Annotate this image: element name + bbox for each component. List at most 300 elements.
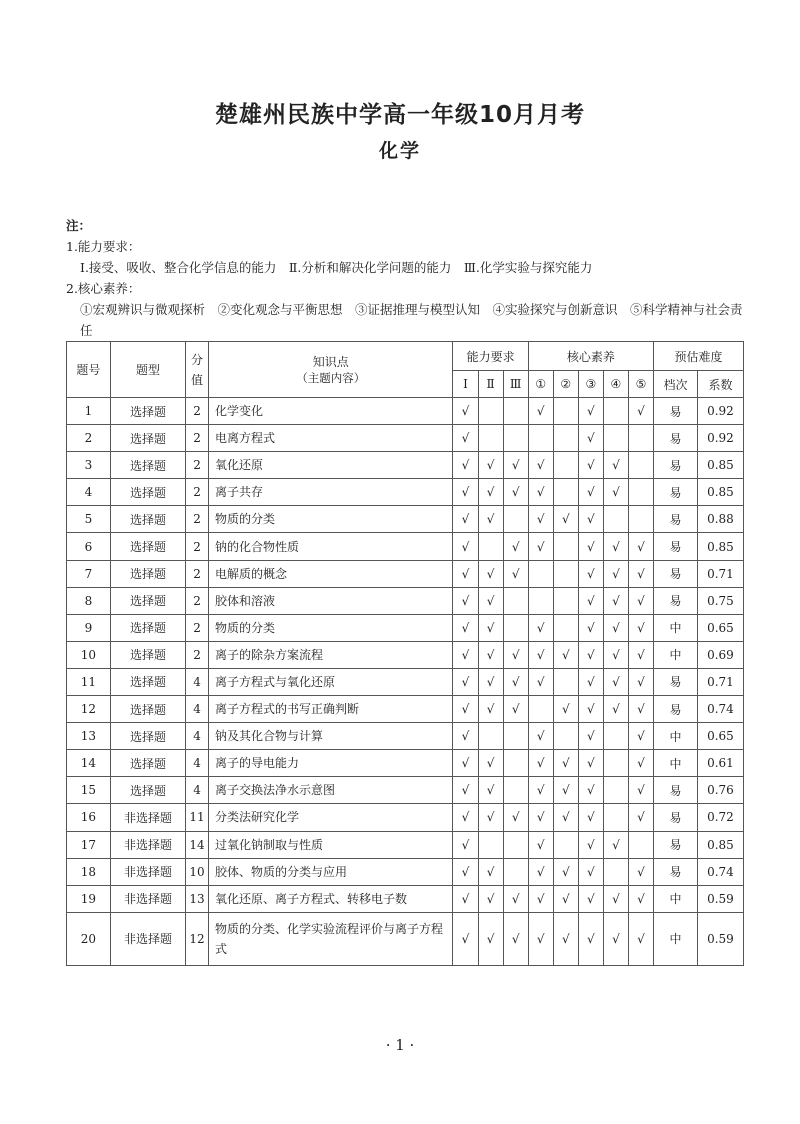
cell-ability-mark: √ [453, 506, 478, 533]
cell-core-mark [603, 858, 628, 885]
cell-core-mark: √ [578, 831, 603, 858]
cell-ability-mark: √ [478, 668, 503, 695]
cell-num: 1 [67, 398, 111, 425]
cell-ability-mark [478, 398, 503, 425]
cell-ability-mark: √ [453, 831, 478, 858]
cell-ability-mark: √ [503, 804, 528, 831]
cell-ability-mark [503, 858, 528, 885]
cell-core-mark [553, 560, 578, 587]
cell-ability-mark [503, 831, 528, 858]
cell-ability-mark [503, 398, 528, 425]
cell-ability-mark: √ [478, 885, 503, 912]
cell-core-mark: √ [628, 750, 653, 777]
cell-core-mark: √ [628, 885, 653, 912]
cell-score: 4 [186, 777, 209, 804]
cell-score: 2 [186, 587, 209, 614]
notes-label: 注： [66, 218, 92, 233]
cell-ability-mark: √ [503, 533, 528, 560]
cell-ability-mark: √ [453, 533, 478, 560]
cell-core-mark: √ [578, 506, 603, 533]
cell-core-mark: √ [603, 533, 628, 560]
header-type: 题型 [110, 342, 185, 398]
cell-num: 17 [67, 831, 111, 858]
ability-heading: 1.能力要求： [66, 239, 141, 254]
cell-knowledge-text: 离子的导电能力 [215, 756, 300, 771]
cell-core-mark: √ [603, 614, 628, 641]
cell-num: 16 [67, 804, 111, 831]
cell-core-mark [628, 831, 653, 858]
cell-type: 选择题 [110, 479, 185, 506]
cell-knowledge [209, 885, 453, 912]
cell-coef: 0.88 [697, 506, 743, 533]
cell-core-mark [528, 425, 553, 452]
cell-level: 中 [654, 750, 698, 777]
cell-num: 18 [67, 858, 111, 885]
cell-level: 易 [654, 668, 698, 695]
cell-ability-mark: √ [478, 777, 503, 804]
cell-core-mark [528, 587, 553, 614]
cell-level: 中 [654, 614, 698, 641]
cell-core-mark: √ [528, 777, 553, 804]
cell-ability-mark [503, 777, 528, 804]
core-heading: 2.核心素养： [66, 281, 141, 296]
cell-knowledge [209, 425, 453, 452]
cell-knowledge [209, 506, 453, 533]
cell-core-mark [603, 506, 628, 533]
cell-core-mark: √ [528, 912, 553, 965]
cell-core-mark: √ [628, 858, 653, 885]
cell-knowledge [209, 533, 453, 560]
cell-ability-mark [503, 425, 528, 452]
cell-level: 易 [654, 804, 698, 831]
table-row [67, 614, 744, 641]
cell-core-mark: √ [603, 587, 628, 614]
cell-knowledge-text: 离子的除杂方案流程 [215, 647, 324, 662]
cell-core-mark [528, 696, 553, 723]
cell-coef: 0.76 [697, 777, 743, 804]
cell-ability-mark [503, 614, 528, 641]
cell-level: 中 [654, 641, 698, 668]
cell-knowledge [209, 479, 453, 506]
cell-core-mark: √ [603, 452, 628, 479]
cell-core-mark: √ [528, 750, 553, 777]
cell-core-mark: √ [578, 614, 603, 641]
cell-score: 4 [186, 668, 209, 695]
cell-core-mark [603, 750, 628, 777]
core-items: ①宏观辨识与微观探析 ②变化观念与平衡思想 ③证据推理与模型认知 ④实验探究与创新意识 ⑤科学精神与社会责任 [80, 302, 743, 338]
cell-type: 选择题 [110, 452, 185, 479]
cell-ability-mark: √ [478, 479, 503, 506]
cell-core-mark: √ [628, 587, 653, 614]
cell-core-mark [553, 398, 578, 425]
cell-core-mark: √ [578, 668, 603, 695]
cell-ability-mark: √ [503, 452, 528, 479]
table-row [67, 858, 744, 885]
table-row [67, 777, 744, 804]
cell-core-mark: √ [578, 804, 603, 831]
cell-core-mark [628, 425, 653, 452]
cell-knowledge-text: 离子方程式与氧化还原 [215, 674, 336, 689]
cell-level: 易 [654, 425, 698, 452]
cell-core-mark: √ [628, 696, 653, 723]
cell-core-mark: √ [553, 696, 578, 723]
cell-coef: 0.61 [697, 750, 743, 777]
cell-core-mark: √ [578, 479, 603, 506]
cell-knowledge-text: 过氧化钠制取与性质 [215, 837, 324, 852]
cell-ability-mark: √ [453, 452, 478, 479]
cell-knowledge [209, 641, 453, 668]
cell-core-mark: √ [528, 668, 553, 695]
cell-core-mark: √ [553, 750, 578, 777]
cell-knowledge [209, 614, 453, 641]
cell-score: 2 [186, 533, 209, 560]
cell-core-mark: √ [528, 804, 553, 831]
header-score-text: 分值 [191, 352, 204, 387]
cell-type: 非选择题 [110, 831, 185, 858]
cell-level: 中 [654, 912, 698, 965]
cell-type: 选择题 [110, 587, 185, 614]
cell-ability-mark [478, 831, 503, 858]
cell-level: 易 [654, 777, 698, 804]
cell-core-mark [603, 777, 628, 804]
cell-core-mark: √ [528, 479, 553, 506]
header-ability-col: Ⅲ [503, 371, 528, 398]
cell-ability-mark [478, 723, 503, 750]
cell-ability-mark: √ [503, 668, 528, 695]
cell-core-mark: √ [578, 560, 603, 587]
cell-knowledge [209, 560, 453, 587]
cell-core-mark: √ [553, 641, 578, 668]
cell-core-mark: √ [578, 858, 603, 885]
cell-ability-mark: √ [453, 398, 478, 425]
cell-core-mark: √ [628, 560, 653, 587]
cell-coef: 0.85 [697, 452, 743, 479]
cell-score: 4 [186, 750, 209, 777]
cell-coef: 0.74 [697, 696, 743, 723]
cell-num: 20 [67, 912, 111, 965]
cell-type: 选择题 [110, 668, 185, 695]
cell-coef: 0.59 [697, 912, 743, 965]
cell-score: 2 [186, 641, 209, 668]
cell-coef: 0.75 [697, 587, 743, 614]
cell-ability-mark: √ [478, 452, 503, 479]
cell-type: 选择题 [110, 560, 185, 587]
cell-core-mark: √ [578, 641, 603, 668]
header-row-top [67, 342, 744, 371]
cell-core-mark: √ [603, 668, 628, 695]
cell-ability-mark: √ [453, 777, 478, 804]
cell-score: 2 [186, 614, 209, 641]
cell-score: 2 [186, 506, 209, 533]
cell-core-mark: √ [578, 885, 603, 912]
cell-core-mark: √ [528, 723, 553, 750]
cell-core-mark: √ [628, 804, 653, 831]
table-row [67, 560, 744, 587]
cell-coef: 0.71 [697, 560, 743, 587]
cell-core-mark: √ [578, 750, 603, 777]
table-row [67, 479, 744, 506]
cell-ability-mark: √ [453, 912, 478, 965]
header-num: 题号 [67, 342, 111, 398]
table-row [67, 425, 744, 452]
cell-knowledge-text: 胶体、物质的分类与应用 [215, 864, 348, 879]
cell-ability-mark: √ [503, 641, 528, 668]
cell-level: 易 [654, 858, 698, 885]
cell-core-mark: √ [528, 398, 553, 425]
cell-ability-mark: √ [478, 641, 503, 668]
cell-core-mark [553, 479, 578, 506]
cell-core-mark: √ [528, 506, 553, 533]
cell-core-mark: √ [603, 696, 628, 723]
cell-ability-mark: √ [453, 587, 478, 614]
header-difficulty: 预估难度 [654, 342, 744, 371]
header-coef-col: 系数 [697, 371, 743, 398]
cell-core-mark: √ [603, 885, 628, 912]
cell-num: 7 [67, 560, 111, 587]
header-ability: 能力要求 [453, 342, 528, 371]
cell-core-mark: √ [578, 452, 603, 479]
cell-core-mark: √ [578, 912, 603, 965]
cell-knowledge [209, 398, 453, 425]
exam-spec-table [66, 341, 744, 966]
cell-score: 2 [186, 560, 209, 587]
cell-type: 选择题 [110, 723, 185, 750]
table-row [67, 831, 744, 858]
cell-core-mark: √ [553, 777, 578, 804]
table-row [67, 506, 744, 533]
cell-num: 3 [67, 452, 111, 479]
cell-ability-mark: √ [503, 696, 528, 723]
cell-core-mark: √ [578, 398, 603, 425]
cell-num: 4 [67, 479, 111, 506]
cell-coef: 0.85 [697, 479, 743, 506]
cell-ability-mark: √ [453, 885, 478, 912]
cell-score: 2 [186, 398, 209, 425]
cell-core-mark: √ [553, 885, 578, 912]
cell-ability-mark [478, 425, 503, 452]
cell-num: 5 [67, 506, 111, 533]
cell-level: 易 [654, 533, 698, 560]
cell-core-mark [528, 560, 553, 587]
header-core-col: ② [553, 371, 578, 398]
cell-ability-mark: √ [478, 696, 503, 723]
table-row [67, 641, 744, 668]
cell-level: 中 [654, 723, 698, 750]
cell-score: 11 [186, 804, 209, 831]
cell-knowledge-text: 钠及其化合物与计算 [215, 729, 324, 744]
cell-core-mark: √ [628, 723, 653, 750]
cell-num: 9 [67, 614, 111, 641]
cell-knowledge-text: 分类法研究化学 [215, 810, 300, 825]
cell-score: 2 [186, 425, 209, 452]
cell-score: 13 [186, 885, 209, 912]
cell-core-mark [603, 723, 628, 750]
cell-knowledge [209, 858, 453, 885]
table-row [67, 696, 744, 723]
document-title: 楚雄州民族中学高一年级10月月考 [214, 102, 585, 128]
cell-type: 选择题 [110, 398, 185, 425]
cell-coef: 0.85 [697, 831, 743, 858]
header-level-col: 档次 [654, 371, 698, 398]
table-row [67, 533, 744, 560]
cell-core-mark: √ [553, 858, 578, 885]
cell-ability-mark: √ [453, 858, 478, 885]
cell-core-mark [553, 831, 578, 858]
cell-ability-mark: √ [453, 641, 478, 668]
cell-core-mark: √ [528, 885, 553, 912]
header-core-col: ④ [603, 371, 628, 398]
cell-core-mark: √ [578, 587, 603, 614]
cell-knowledge-text: 物质的分类 [215, 620, 276, 635]
cell-ability-mark [503, 723, 528, 750]
cell-core-mark: √ [528, 614, 553, 641]
cell-type: 选择题 [110, 506, 185, 533]
cell-coef: 0.71 [697, 668, 743, 695]
cell-core-mark: √ [578, 777, 603, 804]
cell-knowledge [209, 750, 453, 777]
header-knowledge [209, 342, 453, 398]
cell-level: 易 [654, 506, 698, 533]
cell-ability-mark: √ [453, 723, 478, 750]
cell-type: 选择题 [110, 777, 185, 804]
cell-core-mark: √ [628, 614, 653, 641]
cell-knowledge [209, 804, 453, 831]
page-number: · 1 · [385, 1036, 415, 1054]
cell-num: 10 [67, 641, 111, 668]
cell-type: 非选择题 [110, 804, 185, 831]
cell-score: 14 [186, 831, 209, 858]
cell-ability-mark: √ [503, 885, 528, 912]
cell-level: 易 [654, 831, 698, 858]
cell-core-mark [553, 723, 578, 750]
cell-type: 选择题 [110, 533, 185, 560]
cell-coef: 0.65 [697, 614, 743, 641]
cell-core-mark: √ [528, 641, 553, 668]
cell-core-mark [603, 804, 628, 831]
cell-knowledge-text: 氧化还原 [215, 458, 264, 473]
cell-core-mark: √ [578, 723, 603, 750]
cell-core-mark: √ [578, 696, 603, 723]
cell-score: 2 [186, 452, 209, 479]
cell-ability-mark [478, 533, 503, 560]
cell-knowledge [209, 587, 453, 614]
cell-core-mark: √ [528, 533, 553, 560]
cell-score: 2 [186, 479, 209, 506]
ability-items: Ⅰ.接受、吸收、整合化学信息的能力 Ⅱ.分析和解决化学问题的能力 Ⅲ.化学实验与探究能力 [80, 260, 593, 275]
cell-knowledge-text: 电离方程式 [215, 431, 276, 446]
cell-level: 易 [654, 398, 698, 425]
cell-knowledge-text: 离子交换法净水示意图 [215, 783, 336, 798]
cell-num: 2 [67, 425, 111, 452]
table-row [67, 587, 744, 614]
cell-coef: 0.85 [697, 533, 743, 560]
table-row [67, 723, 744, 750]
header-ability-col: Ⅰ [453, 371, 478, 398]
cell-level: 易 [654, 479, 698, 506]
table-row [67, 398, 744, 425]
cell-core-mark [603, 398, 628, 425]
cell-ability-mark: √ [453, 614, 478, 641]
cell-coef: 0.59 [697, 885, 743, 912]
cell-knowledge-text: 胶体和溶液 [215, 593, 276, 608]
cell-core-mark [628, 479, 653, 506]
cell-knowledge-text: 电解质的概念 [215, 566, 288, 581]
cell-type: 选择题 [110, 425, 185, 452]
cell-core-mark: √ [578, 425, 603, 452]
table-row [67, 804, 744, 831]
cell-core-mark: √ [603, 641, 628, 668]
cell-core-mark: √ [528, 858, 553, 885]
cell-knowledge-text: 化学变化 [215, 404, 264, 419]
cell-core-mark: √ [603, 912, 628, 965]
cell-knowledge [209, 696, 453, 723]
cell-knowledge [209, 777, 453, 804]
cell-core-mark: √ [603, 560, 628, 587]
cell-coef: 0.74 [697, 858, 743, 885]
cell-core-mark: √ [628, 912, 653, 965]
cell-core-mark [553, 668, 578, 695]
cell-knowledge-text: 物质的分类 [215, 512, 276, 527]
cell-ability-mark: √ [453, 425, 478, 452]
cell-score: 12 [186, 912, 209, 965]
cell-num: 14 [67, 750, 111, 777]
cell-knowledge-text: 离子方程式的书写正确判断 [215, 702, 360, 717]
cell-core-mark: √ [553, 912, 578, 965]
cell-core-mark: √ [553, 506, 578, 533]
cell-type: 非选择题 [110, 885, 185, 912]
header-core-col: ③ [578, 371, 603, 398]
cell-level: 易 [654, 587, 698, 614]
cell-type: 选择题 [110, 696, 185, 723]
table-row [67, 912, 744, 965]
cell-core-mark [553, 587, 578, 614]
cell-num: 8 [67, 587, 111, 614]
cell-knowledge-text: 钠的化合物性质 [215, 539, 300, 554]
cell-core-mark: √ [528, 831, 553, 858]
cell-ability-mark: √ [453, 750, 478, 777]
cell-ability-mark: √ [478, 804, 503, 831]
cell-ability-mark [503, 506, 528, 533]
cell-core-mark [628, 452, 653, 479]
header-score [186, 342, 209, 398]
cell-knowledge-text: 氧化还原、离子方程式、转移电子数 [215, 891, 408, 906]
cell-core-mark: √ [553, 804, 578, 831]
cell-knowledge [209, 723, 453, 750]
cell-knowledge [209, 668, 453, 695]
table-row [67, 885, 744, 912]
cell-ability-mark: √ [478, 587, 503, 614]
cell-ability-mark: √ [478, 614, 503, 641]
cell-core-mark: √ [628, 533, 653, 560]
cell-ability-mark: √ [478, 560, 503, 587]
subject-title: 化学 [378, 140, 421, 162]
cell-core-mark: √ [628, 668, 653, 695]
cell-ability-mark [503, 750, 528, 777]
cell-num: 12 [67, 696, 111, 723]
cell-num: 15 [67, 777, 111, 804]
cell-ability-mark: √ [503, 560, 528, 587]
cell-type: 选择题 [110, 641, 185, 668]
cell-core-mark: √ [603, 479, 628, 506]
cell-knowledge [209, 831, 453, 858]
cell-ability-mark: √ [453, 479, 478, 506]
cell-ability-mark: √ [453, 804, 478, 831]
cell-coef: 0.92 [697, 398, 743, 425]
cell-num: 11 [67, 668, 111, 695]
cell-coef: 0.92 [697, 425, 743, 452]
cell-knowledge-text: 物质的分类、化学实验流程评价与离子方程式 [215, 921, 444, 956]
cell-knowledge [209, 452, 453, 479]
